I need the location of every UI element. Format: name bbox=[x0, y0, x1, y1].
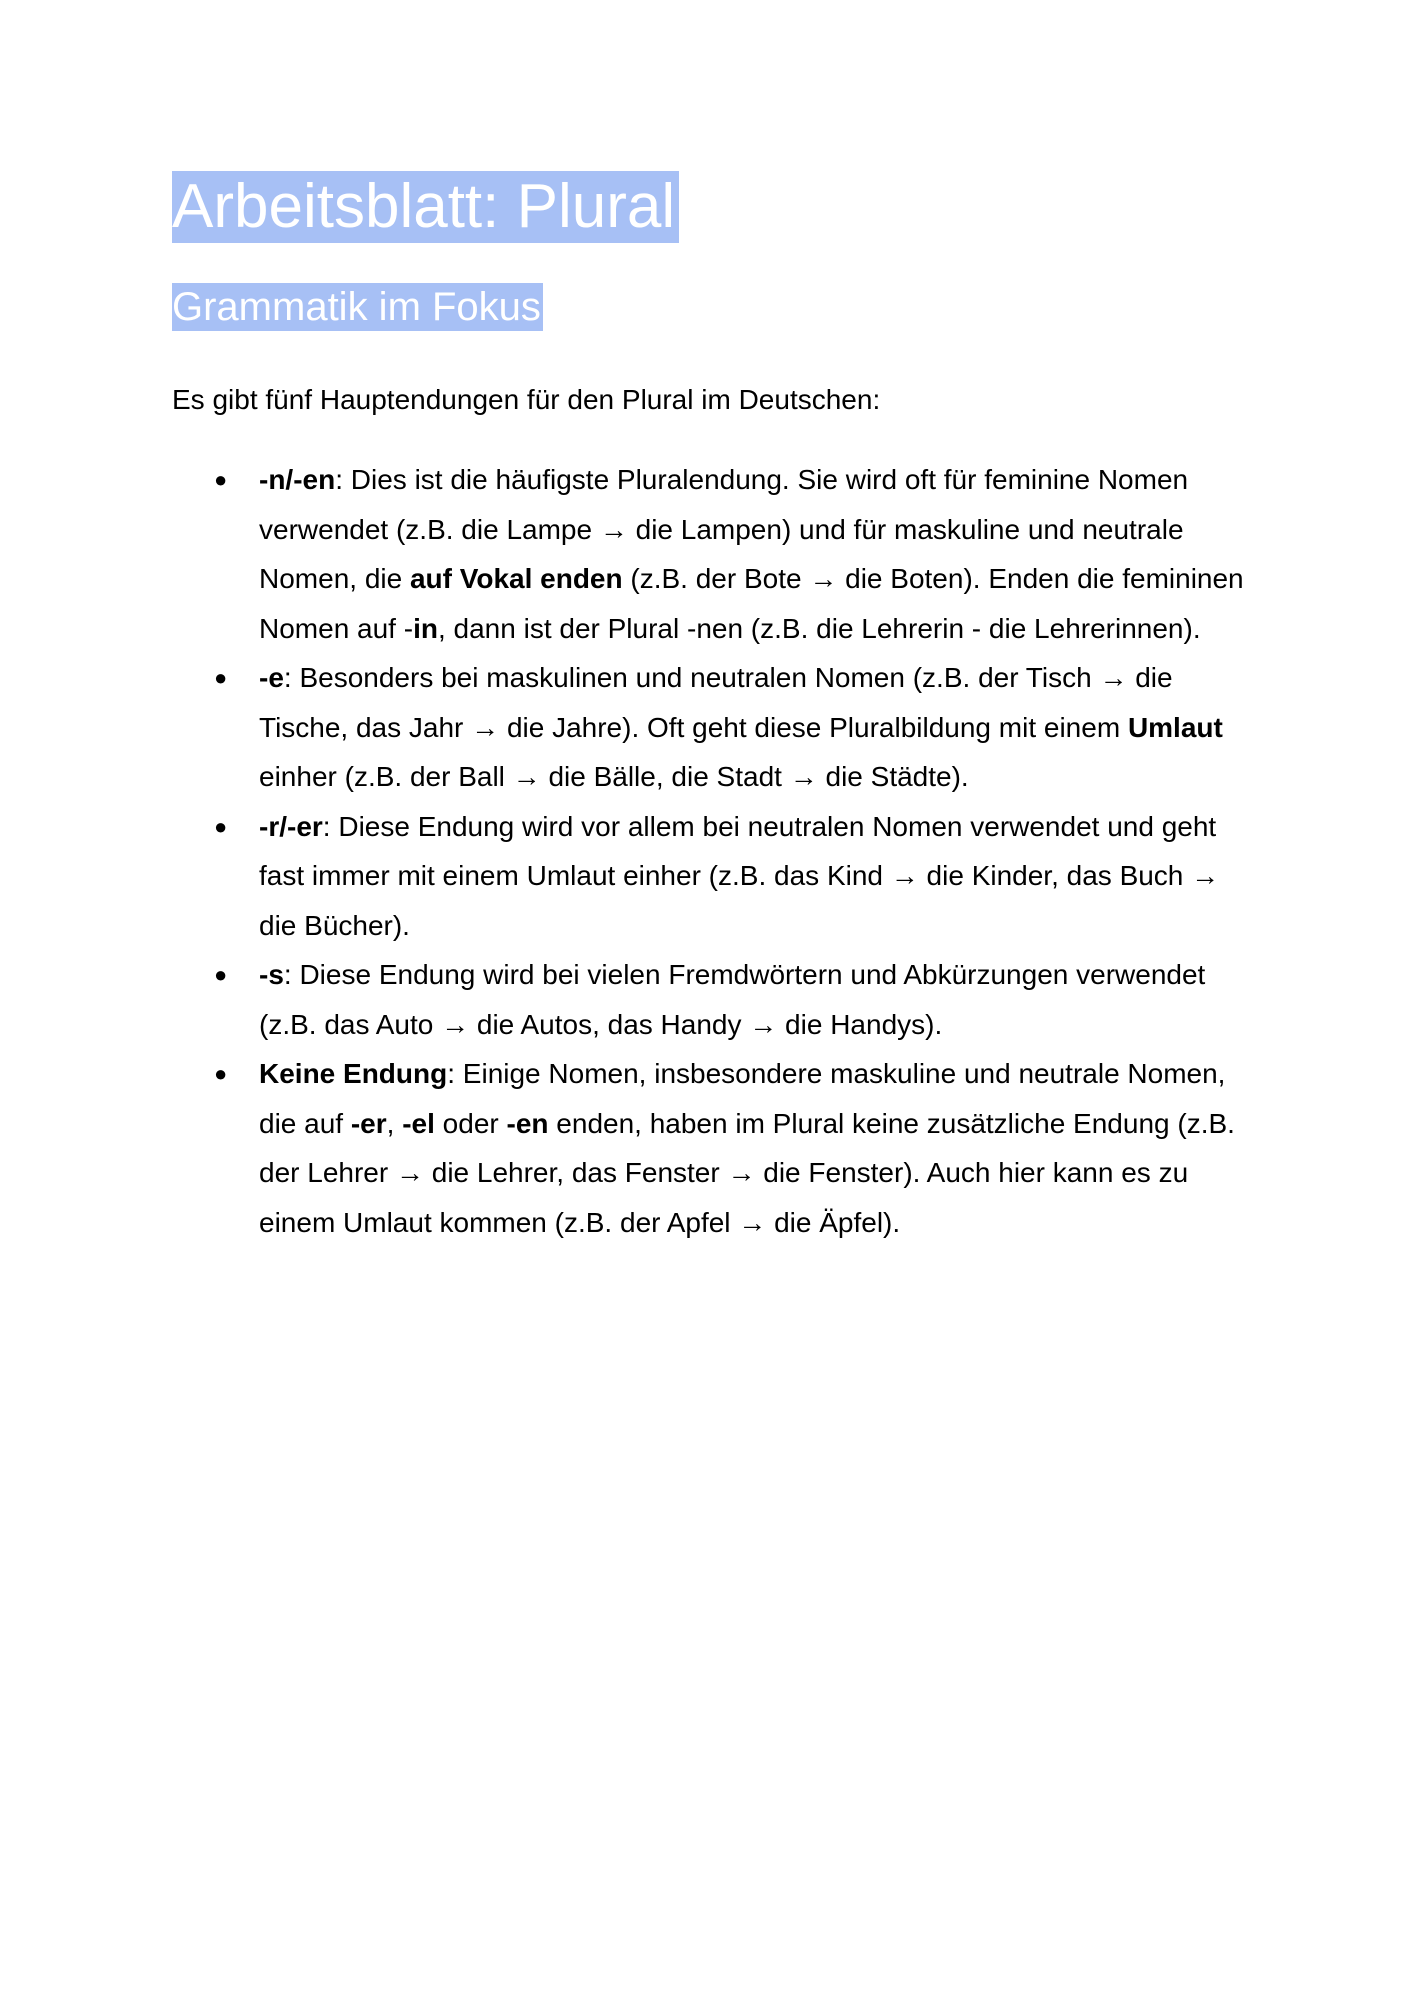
intro-paragraph: Es gibt fünf Hauptendungen für den Plural im Deutschen: bbox=[172, 384, 881, 415]
list-item-text: einher (z.B. der Ball → die Bälle, die Stadt → die Städte). bbox=[259, 761, 969, 792]
list-item-text: : Dies ist die häufigste Pluralendung. Sie wird oft für feminine Nomen verwendet (z.B. die Lampe → die Lampen) und für maskuline und neutrale Nomen, die bbox=[259, 464, 1189, 594]
page-subtitle: Grammatik im Fokus bbox=[172, 285, 541, 329]
bold-term: in bbox=[413, 612, 438, 644]
list-item bbox=[214, 1049, 1264, 1247]
list-item-text: enden, haben im Plural keine zusätzliche Endung (z.B. der Lehrer → die Lehrer, das Fenster → die Fenster). Auch hier kann es zu einem Umlaut kommen (z.B. der Apfel → die Äpfel). bbox=[259, 1107, 1235, 1238]
bold-term: -e bbox=[259, 662, 284, 693]
bold-term: -s bbox=[259, 959, 284, 990]
list-item-text: oder bbox=[434, 1107, 507, 1139]
bullet-icon: ● bbox=[214, 962, 228, 987]
bold-term: -er bbox=[350, 1107, 387, 1139]
bullet-icon: ● bbox=[214, 813, 228, 839]
list-item bbox=[214, 455, 1264, 653]
list-item-text: : Einige Nomen, insbesondere maskuline und neutrale Nomen, die auf bbox=[259, 1058, 1226, 1139]
list-item-text: : Diese Endung wird bei vielen Fremdwörtern und Abkürzungen verwendet (z.B. das Auto → die Autos, das Handy → die Handys). bbox=[259, 959, 1206, 1040]
bold-term: Umlaut bbox=[1127, 711, 1223, 743]
bold-term: auf Vokal enden bbox=[409, 563, 623, 594]
bold-term: -n/-en bbox=[259, 464, 336, 495]
bold-term: -el bbox=[402, 1107, 435, 1139]
list-item-text: (z.B. der Bote → die Boten). Enden die femininen Nomen auf - bbox=[259, 563, 1244, 644]
list-item-text: : Besonders bei maskulinen und neutralen Nomen (z.B. der Tisch → die Tische, das Jahr → die Jahre). Oft geht diese Pluralbildung mit einem bbox=[259, 662, 1173, 743]
bullet-icon: ● bbox=[214, 1061, 228, 1086]
list-item bbox=[214, 950, 1264, 1049]
bullet-icon: ● bbox=[214, 665, 228, 690]
bold-term: Keine Endung bbox=[259, 1058, 448, 1089]
list-item bbox=[214, 802, 1264, 951]
list-item-text: : Diese Endung wird vor allem bei neutralen Nomen verwendet und geht fast immer mit einem Umlaut einher (z.B. das Kind → die Kinder, das Buch → die Bücher). bbox=[259, 810, 1220, 941]
page-title: Arbeitsblatt: Plural bbox=[172, 171, 679, 243]
bold-term: -en bbox=[506, 1107, 549, 1139]
list-item-text: , bbox=[386, 1107, 403, 1139]
list-item-text: , dann ist der Plural -nen (z.B. die Lehrerin - die Lehrerinnen). bbox=[437, 612, 1201, 644]
bold-term: -r/-er bbox=[259, 810, 323, 842]
list-item bbox=[214, 653, 1264, 802]
plural-endings-list bbox=[214, 455, 1264, 1247]
bullet-icon: ● bbox=[214, 467, 228, 492]
